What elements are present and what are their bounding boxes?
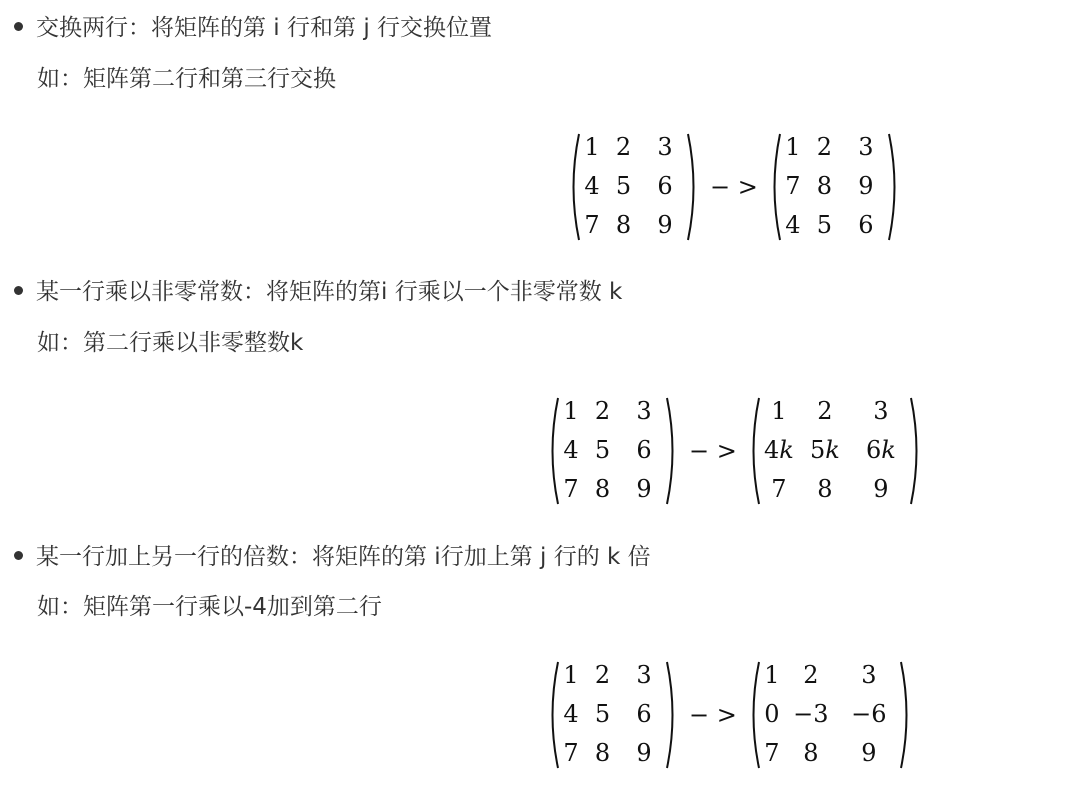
right-paren-icon <box>665 660 679 770</box>
transform-arrow: − > <box>689 700 737 729</box>
matrix-cell: 6k <box>865 436 896 464</box>
matrix-cell: 7 <box>771 475 787 503</box>
right-paren-icon <box>665 396 679 506</box>
matrix-grid <box>761 656 899 773</box>
matrix-cell: 3 <box>657 133 673 161</box>
matrix-cell: 4k <box>763 436 794 464</box>
matrix-grid <box>782 128 887 245</box>
matrix-cell: −6 <box>851 700 887 728</box>
matrix-original <box>567 128 700 245</box>
bullet-item-add-row-multiple <box>14 540 651 574</box>
matrix-cell: 9 <box>858 172 874 200</box>
matrix-cell: 2 <box>816 133 832 161</box>
right-paren-icon <box>899 660 913 770</box>
left-paren-icon <box>747 660 761 770</box>
matrix-cell: 1 <box>785 133 801 161</box>
bullet-text: 某一行乘以非零常数：将矩阵的第i 行乘以一个非零常数 k <box>36 279 623 305</box>
matrix-cell: 3 <box>636 661 652 689</box>
equation-scale-row <box>546 392 923 509</box>
right-paren-icon <box>887 132 901 242</box>
matrix-cell: 1 <box>563 661 579 689</box>
matrix-cell: −3 <box>793 700 829 728</box>
matrix-cell: 3 <box>636 397 652 425</box>
matrix-cell: 9 <box>636 475 652 503</box>
matrix-cell: 0 <box>764 700 780 728</box>
example-text: 如：第二行乘以非零整数k <box>37 330 304 356</box>
left-paren-icon <box>768 132 782 242</box>
matrix-cell: 6 <box>636 436 652 464</box>
matrix-cell: 2 <box>594 397 611 425</box>
left-paren-icon <box>567 132 581 242</box>
matrix-cell: 3 <box>858 133 874 161</box>
matrix-cell: 1 <box>584 133 600 161</box>
left-paren-icon <box>546 660 560 770</box>
matrix-cell: 7 <box>584 211 600 239</box>
matrix-cell: 2 <box>594 661 611 689</box>
matrix-cell: 8 <box>816 172 832 200</box>
equation-add-row-multiple <box>546 656 913 773</box>
matrix-cell: 5 <box>816 211 832 239</box>
matrix-grid <box>761 392 909 509</box>
matrix-cell: 7 <box>563 739 579 767</box>
matrix-cell: 8 <box>803 739 819 767</box>
matrix-cell: 8 <box>594 475 611 503</box>
matrix-cell: 7 <box>785 172 801 200</box>
bullet-dot-icon <box>14 22 23 31</box>
matrix-cell: 8 <box>817 475 833 503</box>
matrix-cell: 8 <box>594 739 611 767</box>
matrix-original <box>546 392 679 509</box>
matrix-result <box>768 128 901 245</box>
bullet-text: 交换两行：将矩阵的第 i 行和第 j 行交换位置 <box>36 15 493 41</box>
matrix-cell: 6 <box>636 700 652 728</box>
left-paren-icon <box>546 396 560 506</box>
example-text: 如：矩阵第二行和第三行交换 <box>37 66 336 92</box>
matrix-cell: 5 <box>594 700 611 728</box>
bullet-item-swap-rows <box>14 11 492 45</box>
matrix-cell: 9 <box>873 475 889 503</box>
matrix-cell: 4 <box>785 211 801 239</box>
matrix-cell: 9 <box>657 211 673 239</box>
matrix-cell: 1 <box>771 397 787 425</box>
bullet-item-scale-row <box>14 275 622 309</box>
matrix-cell: 9 <box>861 739 877 767</box>
matrix-cell: 4 <box>563 436 579 464</box>
matrix-cell: 4 <box>584 172 600 200</box>
matrix-cell: 3 <box>873 397 889 425</box>
matrix-cell: 6 <box>858 211 874 239</box>
right-paren-icon <box>686 132 700 242</box>
matrix-result <box>747 656 913 773</box>
matrix-cell: 3 <box>861 661 877 689</box>
matrix-cell: 6 <box>657 172 673 200</box>
matrix-cell: 7 <box>563 475 579 503</box>
matrix-original <box>546 656 679 773</box>
matrix-cell: 7 <box>764 739 780 767</box>
matrix-cell: 2 <box>817 397 833 425</box>
matrix-grid <box>581 128 686 245</box>
transform-arrow: − > <box>710 172 758 201</box>
matrix-cell: 8 <box>615 211 632 239</box>
transform-arrow: − > <box>689 436 737 465</box>
equation-swap-rows <box>567 128 901 245</box>
matrix-cell: 1 <box>563 397 579 425</box>
matrix-cell: 5k <box>809 436 840 464</box>
matrix-cell: 1 <box>764 661 780 689</box>
right-paren-icon <box>909 396 923 506</box>
matrix-cell: 9 <box>636 739 652 767</box>
matrix-result <box>747 392 923 509</box>
matrix-cell: 2 <box>803 661 819 689</box>
matrix-cell: 4 <box>563 700 579 728</box>
matrix-grid <box>560 656 665 773</box>
bullet-dot-icon <box>14 551 23 560</box>
example-text: 如：矩阵第一行乘以-4加到第二行 <box>37 594 382 620</box>
matrix-cell: 2 <box>615 133 632 161</box>
bullet-dot-icon <box>14 286 23 295</box>
matrix-cell: 5 <box>594 436 611 464</box>
left-paren-icon <box>747 396 761 506</box>
bullet-text: 某一行加上另一行的倍数：将矩阵的第 i行加上第 j 行的 k 倍 <box>36 544 651 570</box>
matrix-cell: 5 <box>615 172 632 200</box>
matrix-grid <box>560 392 665 509</box>
